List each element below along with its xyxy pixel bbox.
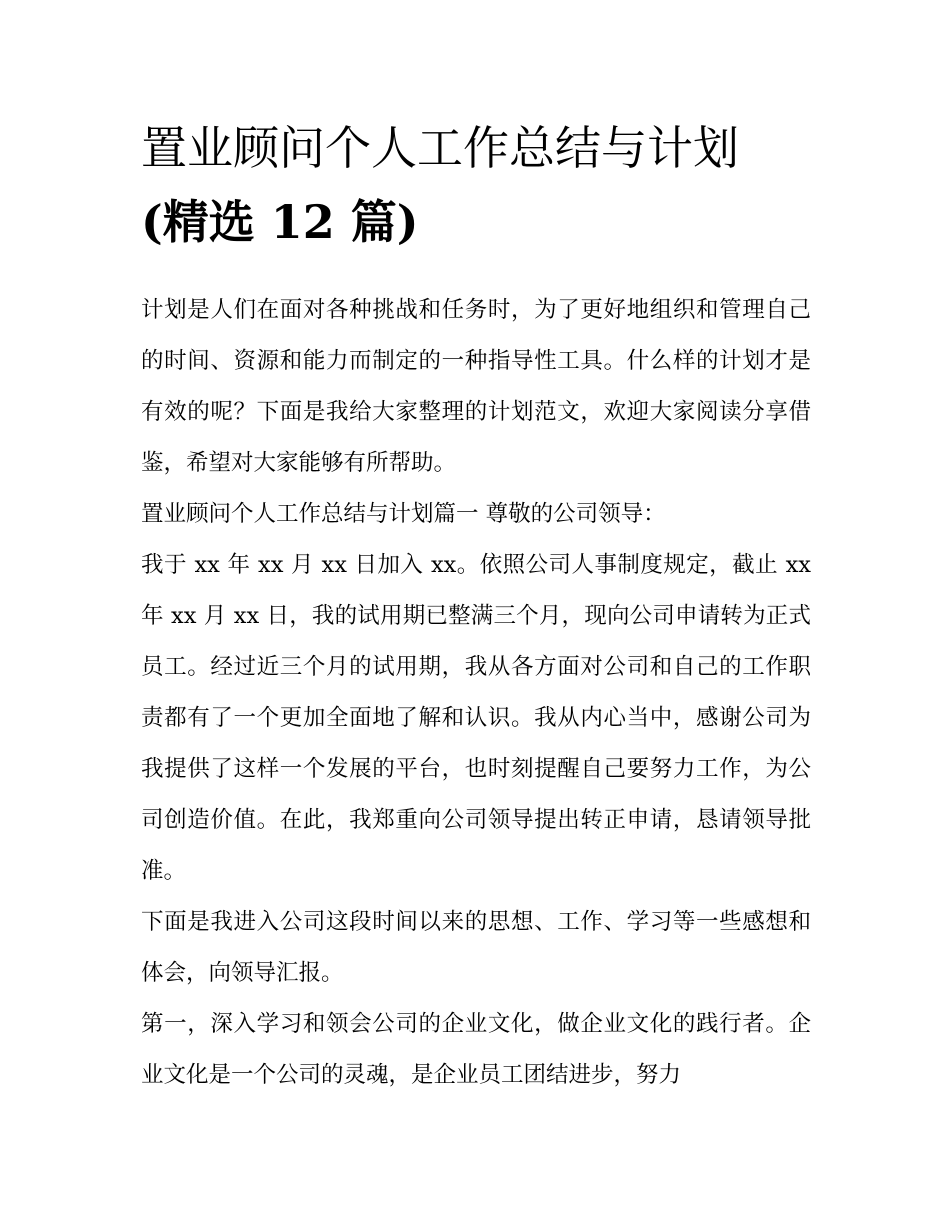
paragraph-point-one: 第一，深入学习和领会公司的企业文化，做企业文化的践行者。企业文化是一个公司的灵魂，是企业员工团结进步，努力 [141,1011,811,1088]
title-line-2: (精选 12 篇) [141,195,419,249]
document-page [141,0,811,1101]
paragraph-report: 下面是我进入公司这段时间以来的思想、工作、学习等一些感想和体会，向领导汇报。 [141,909,811,986]
paragraph-section-heading: 置业顾问个人工作总结与计划篇一 尊敬的公司领导： [141,501,666,527]
paragraph-application: 我于 xx 年 xx 月 xx 日加入 xx。依照公司人事制度规定，截止 xx 年 xx 月 xx 日，我的试用期已整满三个月，现向公司申请转为正式员工。经过近三个月的试用期，我从各方面对公司和自己的工作职责都有了一个更加全面地了解和认识。我从内心当中，感谢公司为我提供了这样一个发展的平台，也时刻提醒自己要努力工作，为公司创造价值。在此，我郑重向公司领导提出转正申请，恳请领导批准。 [141,552,811,884]
paragraph-intro: 计划是人们在面对各种挑战和任务时，为了更好地组织和管理自己的时间、资源和能力而制定的一种指导性工具。什么样的计划才是有效的呢？下面是我给大家整理的计划范文，欢迎大家阅读分享借鉴，希望对大家能够有所帮助。 [141,297,811,476]
document-body [141,285,811,1101]
document-title [141,0,811,259]
title-line-1: 置业顾问个人工作总结与计划 [141,121,739,175]
